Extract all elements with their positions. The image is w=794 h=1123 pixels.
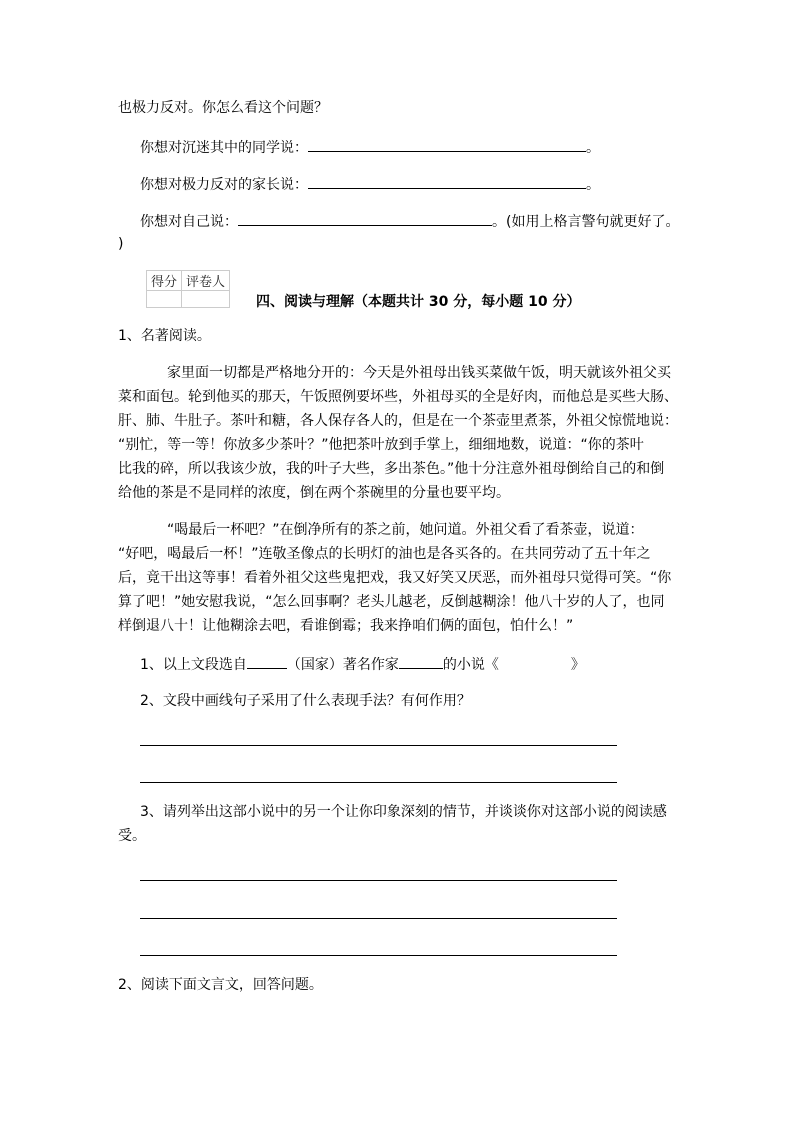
answer-line[interactable] <box>140 782 617 783</box>
passage-line: 样倒退八十！让他糊涂去吧，看谁倒霉；我来挣咱们俩的面包，怕什么！” <box>118 618 574 634</box>
prompt-label: 你想对沉迷其中的同学说： <box>140 140 308 156</box>
answer-line[interactable] <box>140 955 617 956</box>
passage-line: “好吧，喝最后一杯！”连敬圣像点的长明灯的油也是各买各的。在共同劳动了五十年之 <box>118 546 651 562</box>
answer-line[interactable] <box>140 880 617 881</box>
passage-line: 算了吧！”她安慰我说，“怎么回事啊？老头儿越老，反倒越糊涂！他八十岁的人了，也同 <box>118 594 665 610</box>
text: 》 <box>570 657 585 673</box>
grader-cell[interactable] <box>182 291 230 308</box>
intro-tail: 也极力反对。你怎么看这个问题？ <box>118 100 328 116</box>
sub-question-2: 2、文段中画线句子采用了什么表现手法？有何作用？ <box>140 693 471 709</box>
prompt-end: 。(如用上格言警句就更好了。 <box>492 214 680 230</box>
q1-title: 1、名著阅读。 <box>118 328 211 344</box>
answer-line[interactable] <box>140 918 617 919</box>
country-blank[interactable] <box>247 654 287 669</box>
prompt-classmates <box>140 137 600 155</box>
passage-line: 给他的茶是不是同样的浓度，倒在两个茶碗里的分量也要平均。 <box>118 485 510 501</box>
score-header: 得分 <box>147 271 182 291</box>
q2-title: 2、阅读下面文言文，回答问题。 <box>118 977 323 993</box>
score-table <box>146 270 230 308</box>
sub-question-3: 3、请列举出这部小说中的另一个让你印象深刻的情节，并谈谈你对这部小说的阅读感 <box>140 804 667 820</box>
text: 的小说《 <box>442 657 499 673</box>
prompt-end: 。 <box>586 177 600 193</box>
text: 1、以上文段选自 <box>140 657 247 673</box>
grader-header: 评卷人 <box>182 271 230 291</box>
text: （国家）著名作家 <box>286 657 399 673</box>
prompt-self <box>140 211 679 229</box>
passage-line: 菜和面包。轮到他买的那天，午饭照例要坏些，外祖母买的全是好肉，而他总是买些大肠、 <box>118 389 678 405</box>
author-blank[interactable] <box>399 654 443 669</box>
passage-line: “别忙，等一等！你放多少茶叶？”他把茶叶放到手掌上，细细地数，说道：“你的茶叶 <box>118 437 644 453</box>
answer-blank[interactable] <box>308 137 586 152</box>
prompt-label: 你想对极力反对的家长说： <box>140 177 308 193</box>
answer-blank[interactable] <box>238 211 492 226</box>
prompt-parents <box>140 174 600 192</box>
passage-line: 家里面一切都是严格地分开的：今天是外祖母出钱买菜做午饭，明天就该外祖父买 <box>167 365 671 381</box>
prompt-end: 。 <box>586 140 600 156</box>
score-cell[interactable] <box>147 291 182 308</box>
passage-line: “喝最后一杯吧？”在倒净所有的茶之前，她问道。外祖父看了看茶壶，说道： <box>167 522 644 538</box>
prompt-tail: ) <box>118 236 124 252</box>
passage-line: 肝、肺、牛肚子。茶叶和糖，各人保存各人的，但是在一个茶壶里煮茶，外祖父惊慌地说： <box>118 413 678 429</box>
passage-line: 后，竟干出这等事！看着外祖父这些鬼把戏，我又好笑又厌恶，而外祖母只觉得可笑。“你 <box>118 570 672 586</box>
section-title: 四、阅读与理解（本题共计 30 分，每小题 10 分） <box>256 294 581 310</box>
sub-question-3-cont: 受。 <box>118 828 146 844</box>
sub-question-1 <box>140 654 585 672</box>
answer-blank[interactable] <box>308 174 586 189</box>
passage-line: 比我的碎，所以我该少放，我的叶子大些，多出茶色。”他十分注意外祖母倒给自己的和倒 <box>118 461 665 477</box>
answer-line[interactable] <box>140 745 617 746</box>
prompt-label: 你想对自己说： <box>140 214 238 230</box>
